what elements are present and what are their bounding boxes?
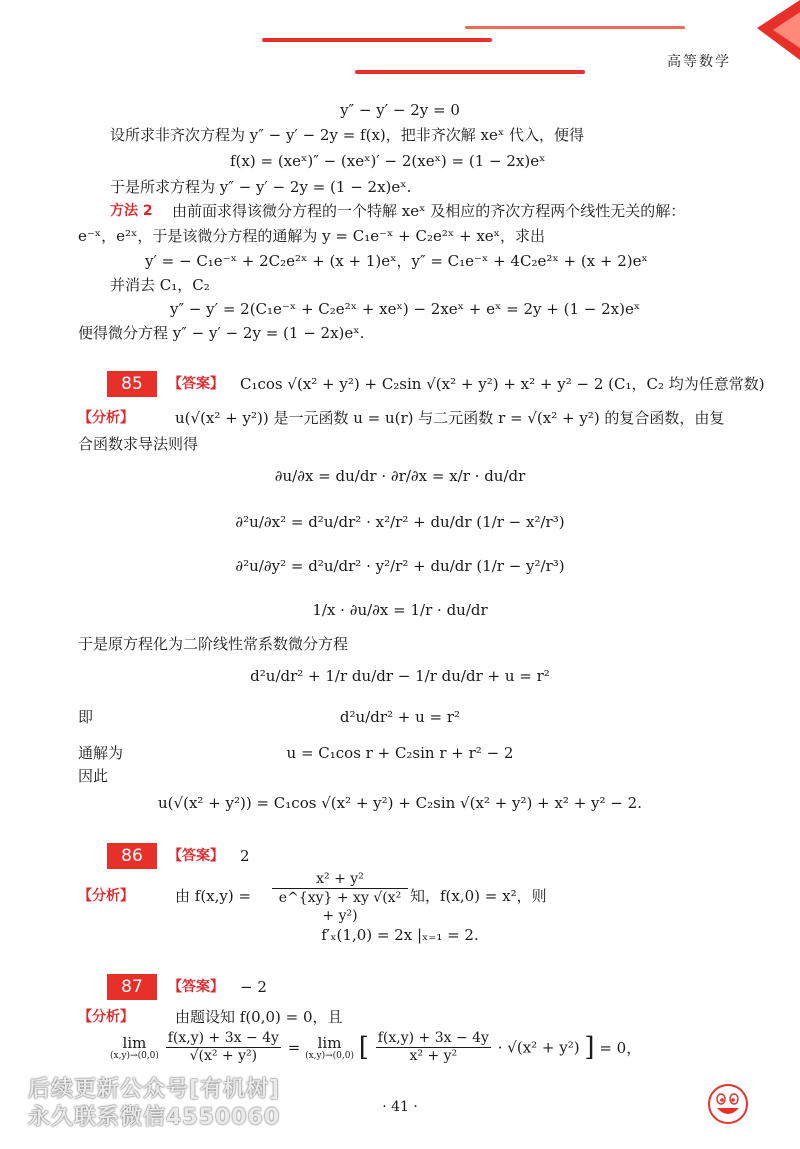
- method1-text: 设所求非齐次方程为 y″ − y′ − 2y = f(x)，把非齐次解 xeˣ 代入，便得: [110, 126, 585, 144]
- header-stripe-2: [465, 26, 685, 29]
- q87-answer-tag: 【答案】: [168, 979, 224, 995]
- q85-analysis-text2: 合函数求导法则得: [78, 435, 199, 453]
- q85-text-ode: 于是原方程化为二阶线性常系数微分方程: [78, 635, 349, 653]
- q85-ode2: d²u/dr² + u = r²: [339, 708, 461, 726]
- q86-result: f′ₓ(1,0) = 2x |ₓ₌₁ = 2.: [321, 926, 479, 944]
- header-book-title: 高等数学: [667, 54, 731, 70]
- method1-result: 于是所求方程为 y″ − y′ − 2y = (1 − 2x)eˣ.: [110, 178, 412, 196]
- q86-text-know: 知，f(x,0) = x²，则: [410, 887, 547, 905]
- q86-fraction-numerator: x² + y²: [272, 870, 408, 889]
- header-stripe-1: [262, 38, 492, 42]
- smiley-mascot-icon: [706, 1082, 750, 1126]
- q87-limit-equation: lim (x,y)→(0,0) $\frac{f(x,y) + 3x - 4y}{\text{√(x² + y²)}}$ = lim (x,y)→(0,0) [ $\frac{f(x,y) + 3x - 4y}{\text{x² + y²}}$ · √(x² + y²) ] = 0，: [110, 1030, 642, 1064]
- q87-rhs-fraction: $\frac{f(x,y) + 3x - 4y}{\text{x² + y²}}$: [377, 1030, 489, 1064]
- q87-text: 由题设知 f(0,0) = 0，且: [175, 1008, 343, 1026]
- q85-answer: C₁cos √(x² + y²) + C₂sin √(x² + y²) + x² + y² − 2 (C₁，C₂ 均为任意常数): [240, 375, 765, 393]
- q87-lhs-fraction: $\frac{f(x,y) + 3x - 4y}{\text{√(x² + y²)}}$: [167, 1030, 279, 1064]
- eliminate-text: 并消去 C₁，C₂: [110, 276, 210, 294]
- question-86-badge: 86: [107, 843, 157, 869]
- q87-lim-left: lim (x,y)→(0,0): [110, 1033, 159, 1061]
- q85-eq3: ∂²u/∂y² = d²u/dr² · y²/r² + du/dr (1/r − y²/r³): [235, 557, 565, 575]
- q87-lim-right: lim (x,y)→(0,0): [305, 1033, 354, 1061]
- page-number: · 41 ·: [382, 1099, 418, 1115]
- q86-text-from: 由 f(x,y) =: [175, 887, 252, 905]
- watermark-line-2: 永久联系微信4550060: [28, 1105, 281, 1130]
- q87-analysis-tag: 【分析】: [78, 1009, 134, 1025]
- q85-eq2: ∂²u/∂x² = d²u/dr² · x²/r² + du/dr (1/r − x²/r³): [235, 513, 565, 531]
- method2-text2: e⁻ˣ，e²ˣ，于是该微分方程的通解为 y = C₁e⁻ˣ + C₂e²ˣ + xeˣ，求出: [78, 227, 546, 245]
- q85-final: u(√(x² + y²)) = C₁cos √(x² + y²) + C₂sin √(x² + y²) + x² + y² − 2.: [158, 794, 642, 812]
- q85-general-solution: u = C₁cos r + C₂sin r + r² − 2: [286, 744, 514, 762]
- q86-fraction: [272, 870, 408, 925]
- q85-word-hence: 因此: [78, 767, 109, 785]
- header-stripe-3: [355, 70, 585, 74]
- method2-text1: 由前面求得该微分方程的一个特解 xeˣ 及相应的齐次方程两个线性无关的解：: [172, 202, 686, 220]
- q86-answer-tag: 【答案】: [168, 848, 224, 864]
- q85-analysis-tag: 【分析】: [78, 410, 134, 426]
- q85-eq1: ∂u/∂x = du/dr · ∂r/∂x = x/r · du/dr: [274, 467, 526, 485]
- q86-fraction-denominator: e^{xy} + xy √(x² + y²): [278, 890, 402, 924]
- derivative-equations: y′ = − C₁e⁻ˣ + 2C₂e²ˣ + (x + 1)eˣ，y″ = C₁e⁻ˣ + 4C₂e²ˣ + (x + 2)eˣ: [145, 252, 648, 270]
- q85-word-general: 通解为: [78, 744, 124, 762]
- q85-analysis-text1: u(√(x² + y²)) 是一元函数 u = u(r) 与二元函数 r = √(x² + y²) 的复合函数，由复: [175, 409, 725, 427]
- homogeneous-equation: y″ − y′ − 2y = 0: [340, 101, 460, 119]
- question-85-badge: 85: [107, 371, 157, 397]
- fx-equation: f(x) = (xeˣ)″ − (xeˣ)′ − 2(xeˣ) = (1 − 2x)eˣ: [230, 152, 546, 170]
- q86-analysis-tag: 【分析】: [78, 888, 134, 904]
- q86-answer: 2: [240, 847, 250, 865]
- q85-eq4: 1/x · ∂u/∂x = 1/r · du/dr: [312, 601, 488, 619]
- difference-equation: y″ − y′ = 2(C₁e⁻ˣ + C₂e²ˣ + xeˣ) − 2xeˣ + eˣ = 2y + (1 − 2x)eˣ: [170, 300, 641, 318]
- question-87-badge: 87: [107, 974, 157, 1000]
- q87-rhs-tail: · √(x² + y²): [497, 1038, 580, 1057]
- corner-triangle-logo: [745, 0, 800, 60]
- q87-answer: − 2: [240, 978, 267, 996]
- q85-word-ji: 即: [78, 708, 94, 726]
- method2-label: 方法 2: [110, 203, 153, 219]
- method2-result: 便得微分方程 y″ − y′ − 2y = (1 − 2x)eˣ.: [78, 324, 365, 342]
- watermark-line-1: 后续更新公众号[有机树]: [28, 1077, 281, 1102]
- q85-answer-tag: 【答案】: [168, 376, 224, 392]
- q85-ode1: d²u/dr² + 1/r du/dr − 1/r du/dr + u = r²: [250, 667, 550, 685]
- q87-rhs-value: = 0，: [599, 1039, 642, 1057]
